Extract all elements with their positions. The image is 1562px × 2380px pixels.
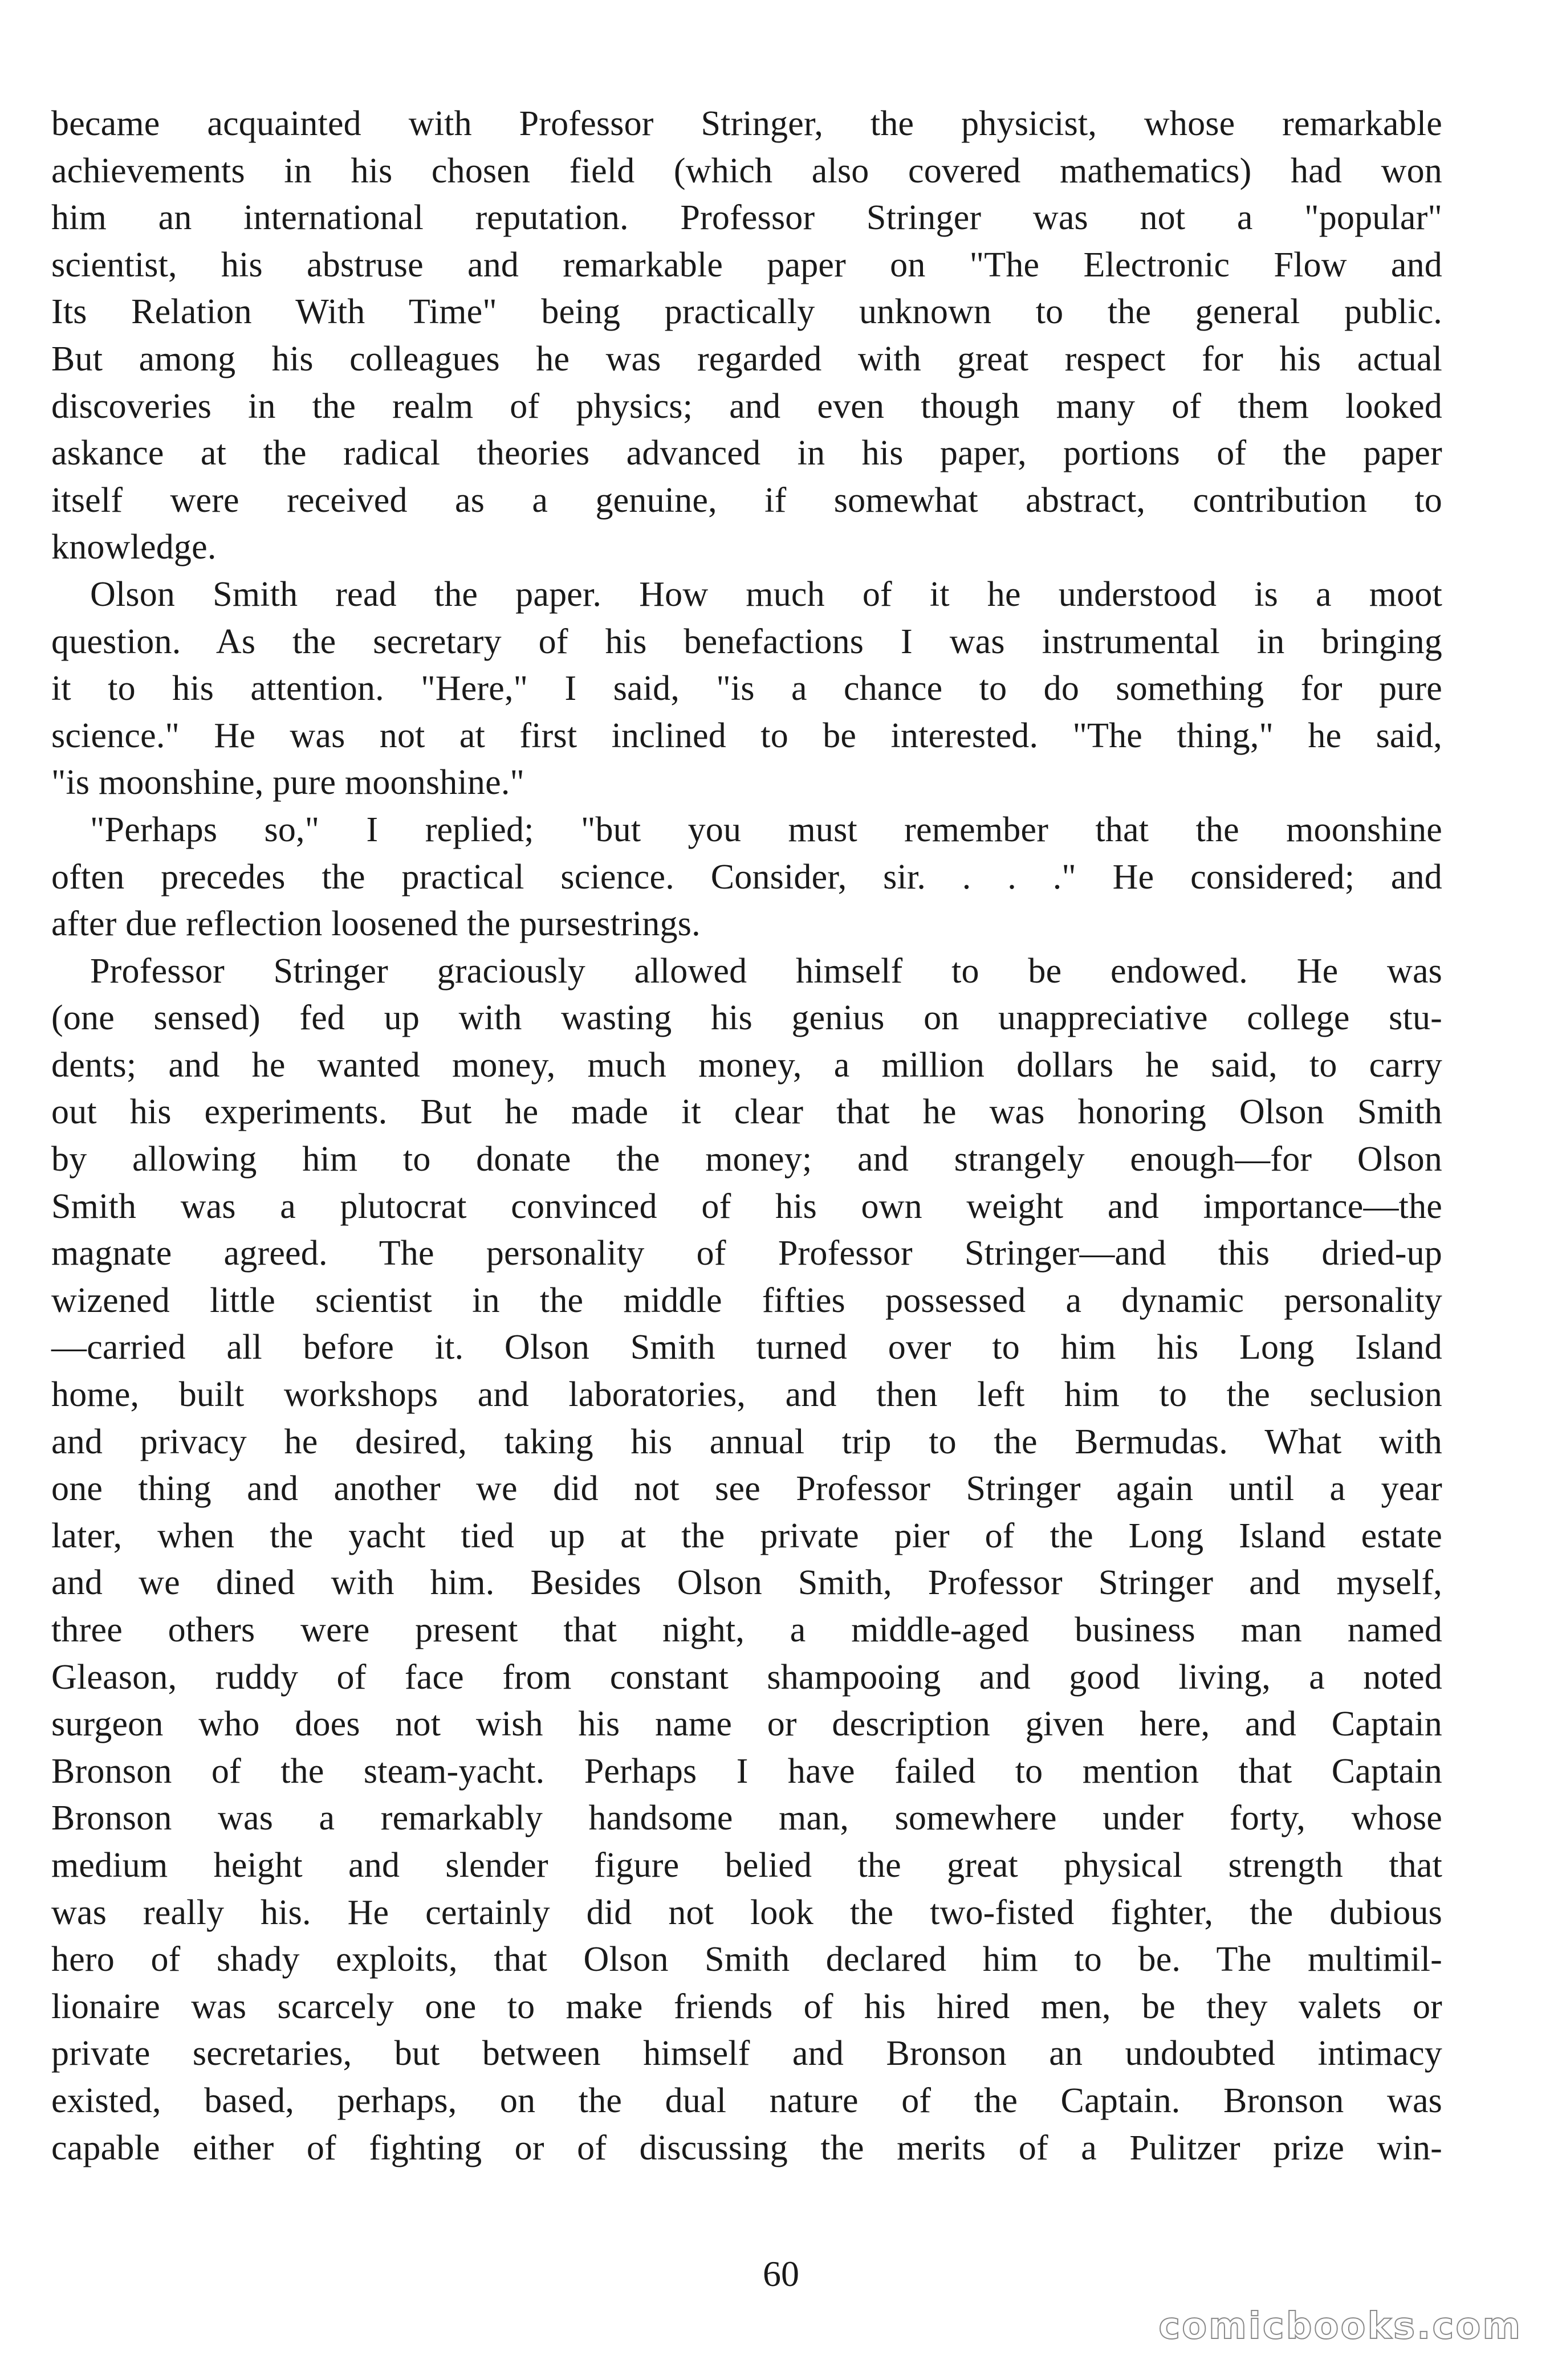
text-line: science." He was not at first inclined to be interested. "The thing," he said, — [51, 716, 1442, 755]
text-line: one thing and another we did not see Professor Stringer again until a year — [51, 1469, 1442, 1509]
text-line: —carried all before it. Olson Smith turned over to him his Long Island — [51, 1328, 1442, 1367]
text-line: capable either of fighting or of discussing the merits of a Pulitzer prize win- — [51, 2128, 1442, 2167]
text-line: question. As the secretary of his benefactions I was instrumental in bringing — [51, 622, 1442, 661]
text-line: three others were present that night, a middle-aged business man named — [51, 1611, 1442, 1649]
text-line: discoveries in the realm of physics; and even though many of them looked — [51, 386, 1442, 426]
text-line: medium height and slender figure belied the great physical strength that — [51, 1845, 1442, 1885]
text-line: private secretaries, but between himself and Bronson an undoubted intimacy — [51, 2034, 1442, 2073]
text-line: existed, based, perhaps, on the dual nature of the Captain. Bronson was — [51, 2081, 1442, 2120]
text-line: after due reflection loosened the pursestrings. — [51, 904, 701, 944]
text-line: and privacy he desired, taking his annual trip to the Bermudas. What with — [51, 1422, 1442, 1461]
text-line: lionaire was scarcely one to make friends of his hired men, be they valets or — [51, 1987, 1442, 2026]
page-number: 60 — [763, 2253, 799, 2294]
text-line: dents; and he wanted money, much money, a million dollars he said, to carry — [51, 1045, 1442, 1085]
text-line: askance at the radical theories advanced in his paper, portions of the paper — [51, 434, 1442, 473]
text-line: (one sensed) fed up with wasting his genius on unappreciative college stu- — [51, 999, 1442, 1038]
text-line: out his experiments. But he made it clear that he was honoring Olson Smith — [51, 1093, 1442, 1132]
text-line: Bronson of the steam-yacht. Perhaps I have failed to mention that Captain — [51, 1751, 1442, 1791]
text-line: home, built workshops and laboratories, and then left him to the seclusion — [51, 1375, 1442, 1415]
text-line: itself were received as a genuine, if somewhat abstract, contribution to — [51, 480, 1442, 520]
text-line: was really his. He certainly did not look the two-fisted fighter, the dubious — [51, 1893, 1442, 1932]
text-line: Smith was a plutocrat convinced of his own weight and importance—the — [51, 1187, 1442, 1226]
text-line: Its Relation With Time" being practically unknown to the general public. — [51, 292, 1442, 332]
text-line: But among his colleagues he was regarded with great respect for his actual — [51, 339, 1442, 378]
text-line: Olson Smith read the paper. How much of it he understood is a moot — [90, 574, 1442, 614]
watermark-text: comicbooks.com — [1158, 2305, 1522, 2348]
text-line: knowledge. — [51, 528, 217, 567]
text-line: magnate agreed. The personality of Professor Stringer—and this dried-up — [51, 1234, 1442, 1273]
text-line: surgeon who does not wish his name or description given here, and Captain — [51, 1705, 1442, 1744]
text-line: by allowing him to donate the money; and strangely enough—for Olson — [51, 1140, 1442, 1179]
text-line: him an international reputation. Professor Stringer was not a "popular" — [51, 198, 1442, 238]
text-line: "is moonshine, pure moonshine." — [51, 763, 525, 802]
text-line: scientist, his abstruse and remarkable paper on "The Electronic Flow and — [51, 245, 1442, 284]
text-line: hero of shady exploits, that Olson Smith declared him to be. The multimil- — [51, 1940, 1442, 1979]
text-line: Gleason, ruddy of face from constant shampooing and good living, a noted — [51, 1657, 1442, 1697]
text-line: and we dined with him. Besides Olson Smith, Professor Stringer and myself, — [51, 1563, 1442, 1603]
body-text — [51, 100, 1442, 2171]
text-line: it to his attention. "Here," I said, "is a chance to do something for pure — [51, 669, 1442, 708]
text-line: Bronson was a remarkably handsome man, somewhere under forty, whose — [51, 1799, 1442, 1838]
text-line: achievements in his chosen field (which also covered mathematics) had won — [51, 151, 1442, 190]
text-line: Professor Stringer graciously allowed himself to be endowed. He was — [90, 951, 1442, 991]
text-line: often precedes the practical science. Consider, sir. . . ." He considered; and — [51, 857, 1442, 896]
text-line: "Perhaps so," I replied; "but you must remember that the moonshine — [90, 810, 1442, 849]
text-line: wizened little scientist in the middle fifties possessed a dynamic personality — [51, 1281, 1442, 1320]
text-line: became acquainted with Professor Stringer, the physicist, whose remarkable — [51, 104, 1442, 143]
text-line: later, when the yacht tied up at the private pier of the Long Island estate — [51, 1516, 1442, 1555]
